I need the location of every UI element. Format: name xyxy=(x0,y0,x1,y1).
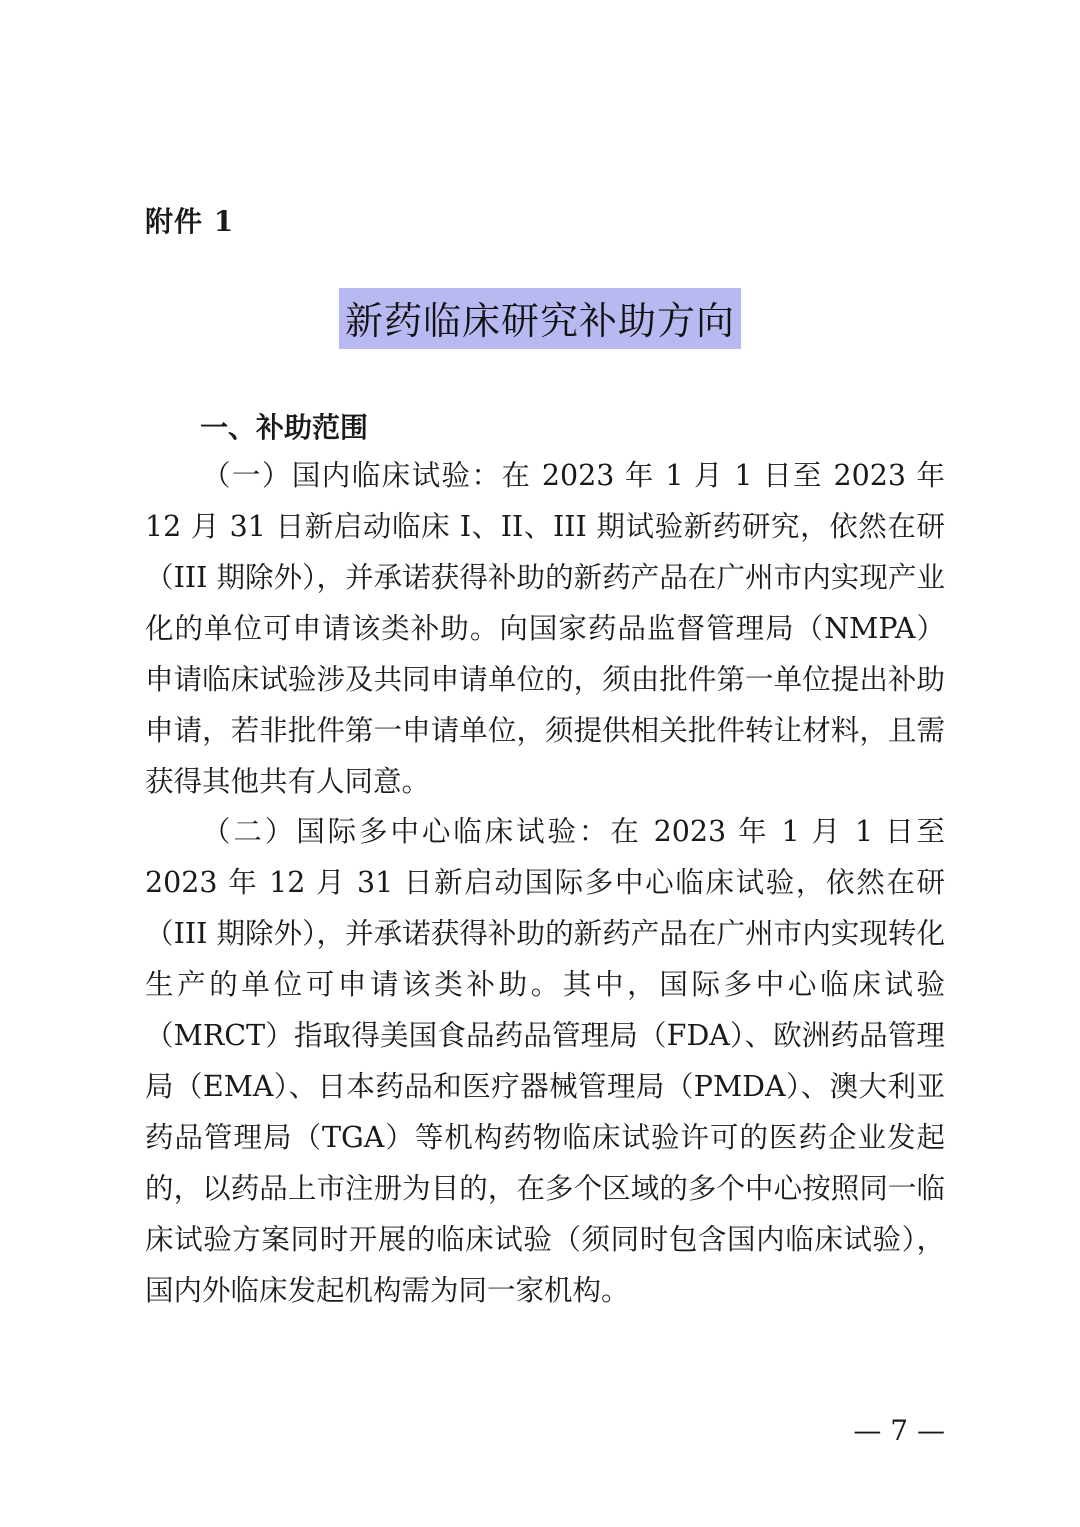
section-heading: 一、补助范围 xyxy=(200,411,369,444)
page-number: — 7 — xyxy=(853,1414,945,1447)
document-title: 新药临床研究补助方向 xyxy=(339,288,741,349)
paragraph-international-trials: （二）国际多中心临床试验：在 2023 年 1 月 1 日至 2023 年 12 月 31 日新启动国际多中心临床试验，依然在研（III 期除外），并承诺获得补助的新药产品在广州市内实现转化生产的单位可申请该类补助。其中，国际多中心临床试验（MRCT）指取得美国食品药品管理局（FDA）、欧洲药品管理局（EMA）、日本药品和医疗器械管理局（PMDA）、澳大利亚药品管理局（TGA）等机构药物临床试验许可的医药企业发起的，以药品上市注册为目的，在多个区域的多个中心按照同一临床试验方案同时开展的临床试验（须同时包含国内临床试验），国内外临床发起机构需为同一家机构。 xyxy=(145,815,945,1307)
paragraph-domestic-trials: （一）国内临床试验：在 2023 年 1 月 1 日至 2023 年 12 月 31 日新启动临床 I、II、III 期试验新药研究，依然在研（III 期除外），并承诺获得补助的新药产品在广州市内实现产业化的单位可申请该类补助。向国家药品监督管理局（NMPA）申请临床试验涉及共同申请单位的，须由批件第一单位提出补助申请，若非批件第一申请单位，须提供相关批件转让材料，且需获得其他共有人同意。 xyxy=(145,459,945,798)
attachment-label: 附件 1 xyxy=(145,205,235,238)
title-container xyxy=(0,288,1080,349)
